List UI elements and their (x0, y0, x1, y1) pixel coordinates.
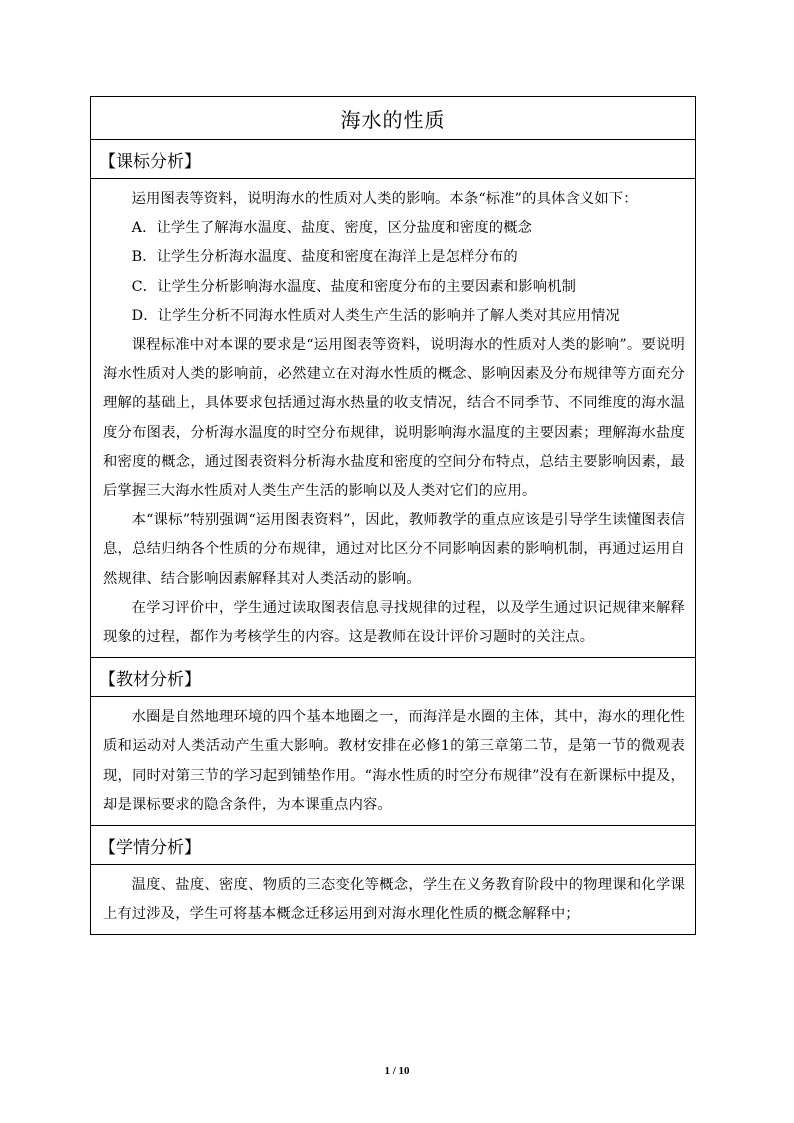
title-cell (90, 96, 696, 140)
section-heading-cell (90, 826, 696, 865)
section-heading-cell (90, 140, 696, 179)
paragraph: 运用图表等资料，说明海水的性质对人类的影响。本条“标准”的具体含义如下： (131, 191, 638, 207)
page-title: 海水的性质 (340, 107, 446, 132)
list-item: C．让学生分析影响海水温度、盐度和密度分布的主要因素和影响机制 (131, 278, 577, 295)
list-item: D．让学生分析不同海水性质对人类生产生活的影响并了解人类对其应用情况 (131, 307, 620, 324)
paragraph: 本“课标”特别强调“运用图表资料”，因此，教师教学的重点应该是引导学生读懂图表信息，总结归纳各个性质的分布规律，通过对比区分不同影响因素的影响机制，再通过运用自然规律、结合影响因素解释其对人类活动的影响。 (103, 512, 685, 587)
paragraph: 在学习评价中，学生通过读取图表信息寻找规律的过程，以及学生通过识记规律来解释现象的过程，都作为考核学生的内容。这是教师在设计评价习题时的关注点。 (103, 599, 685, 646)
section-heading-cell (90, 658, 696, 697)
section-heading-curriculum: 【课标分析】 (99, 151, 201, 172)
page-number: 1 / 10 (384, 1065, 410, 1077)
section-body-curriculum (90, 179, 696, 658)
list-item: A．让学生了解海水温度、盐度、密度，区分盐度和密度的概念 (131, 220, 533, 237)
section-heading-students: 【学情分析】 (99, 837, 201, 858)
document-table (90, 96, 696, 935)
paragraph: 课程标准中对本课的要求是“运用图表等资料，说明海水的性质对人类的影响”。要说明海水性质对人类的影响前，必然建立在对海水性质的概念、影响因素及分布规律等方面充分理解的基础上，具体要求包括通过海水热量的收支情况，结合不同季节、不同维度的海水温度分布图表，分析海水温度的时空分布规律，说明影响海水温度的主要因素；理解海水盐度和密度的概念，通过图表资料分析海水盐度和密度的空间分布特点，总结主要影响因素，最后掌握三大海水性质对人类生产生活的影响以及人类对它们的应用。 (103, 337, 685, 500)
section-body-students (90, 865, 696, 935)
section-body-textbook (90, 697, 696, 826)
list-item: B．让学生分析海水温度、盐度和密度在海洋上是怎样分布的 (131, 249, 518, 266)
section-heading-textbook: 【教材分析】 (99, 669, 201, 690)
paragraph: 温度、盐度、密度、物质的三态变化等概念，学生在义务教育阶段中的物理课和化学课上有过涉及，学生可将基本概念迁移运用到对海水理化性质的概念解释中； (103, 877, 685, 923)
paragraph: 水圈是自然地理环境的四个基本地圈之一，而海洋是水圈的主体，其中，海水的理化性质和运动对人类活动产生重大影响。教材安排在必修1的第三章第二节，是第一节的微观表现，同时对第三节的学习起到铺垫作用。“海水性质的时空分布规律”没有在新课标中提及，却是课标要求的隐含条件，为本课重点内容。 (103, 709, 685, 813)
